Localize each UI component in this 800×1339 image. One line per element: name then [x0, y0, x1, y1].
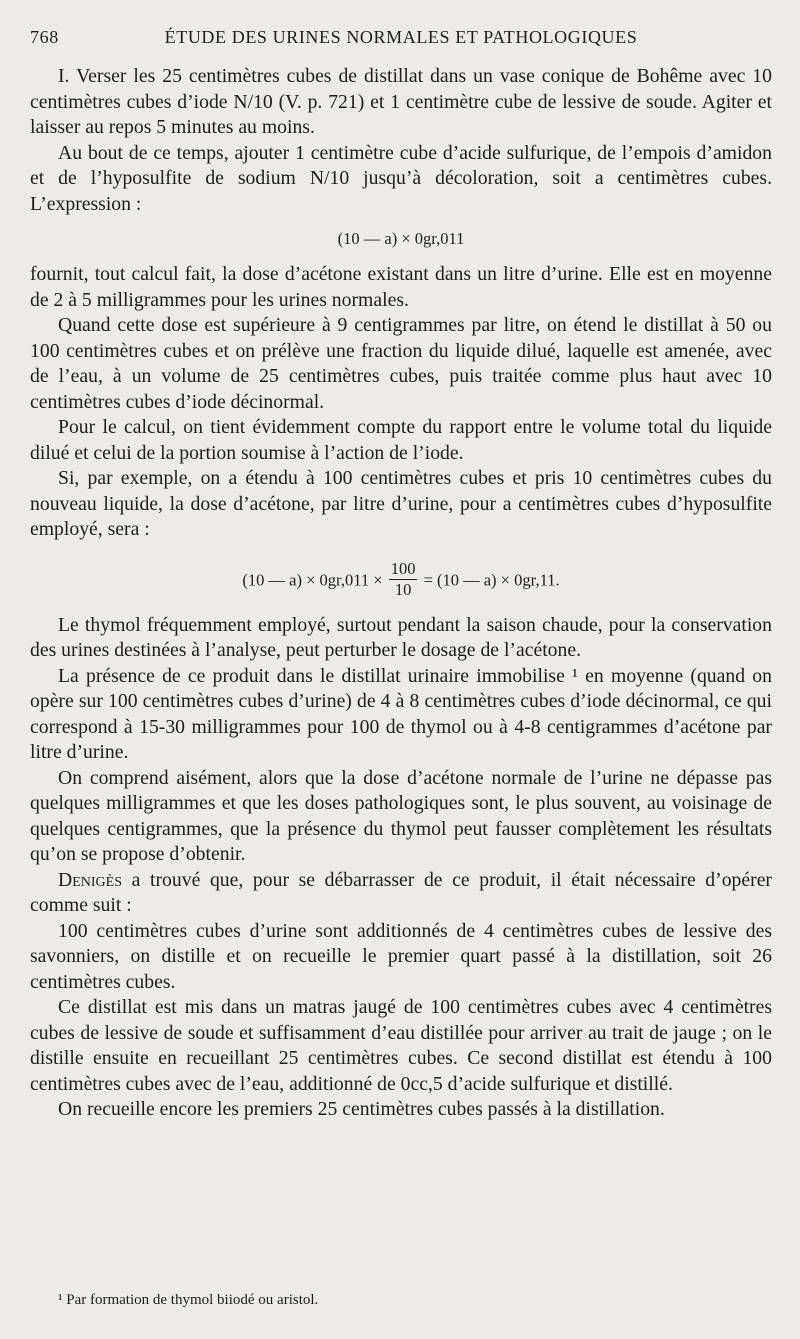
- paragraph: Ce distillat est mis dans un matras jaugé de 100 centimètres cubes avec 4 centimètres cubes de lessive de soude et suffisamment d’eau distillée pour arriver au trait de jauge ; on le distille ensuite en recueillant 25 centimètres cubes. Ce second distillat est étendu à 100 centimètres cubes avec de l’eau, additionné de 0cc,5 d’acide sulfurique et distillé.: [30, 996, 772, 1095]
- fraction: [389, 559, 418, 600]
- formula-right: = (10 — a) × 0gr,11.: [423, 569, 560, 589]
- body-text: [30, 64, 772, 1123]
- paragraph: La présence de ce produit dans le distillat urinaire immobilise ¹ en moyenne (quand on opère sur 100 centimètres cubes d’urine) de 4 à 8 centimètres cubes d’iode décinormal, ce qui correspond à 15-30 milligrammes pour 100 de thymol ou à 4-8 centigrammes d’acétone par litre d’urine.: [30, 664, 772, 763]
- page-number: 768: [30, 27, 59, 47]
- paragraph: Quand cette dose est supérieure à 9 centigrammes par litre, on étend le distillat à 50 ou 100 centimètres cubes et on prélève une fraction du liquide dilué, laquelle est amenée, avec de l’eau, à un volume de 25 centimètres cubes, puis traitée comme plus haut avec 10 centimètres cubes d’iode décinormal.: [30, 314, 772, 413]
- paragraph: [30, 868, 772, 919]
- footnote: ¹ Par formation de thymol biiodé ou aristol.: [58, 1292, 319, 1308]
- paragraph: On recueille encore les premiers 25 centimètres cubes passés à la distillation.: [58, 1098, 665, 1120]
- paragraph-text: a trouvé que, pour se débarrasser de ce produit, il était nécessaire d’opérer comme suit :: [30, 868, 772, 916]
- paragraph: On comprend aisément, alors que la dose d’acétone normale de l’urine ne dépasse pas quelques milligrammes et que les doses pathologiques sont, le plus souvent, au voisinage de quelques centigrammes, que la présence du thymol peut fausser complètement les résultats qu’on se propose d’obtenir.: [30, 766, 772, 865]
- formula-left: (10 — a) × 0gr,011 ×: [242, 569, 383, 589]
- paragraph: 100 centimètres cubes d’urine sont additionnés de 4 centimètres cubes de lessive des savonniers, on distille et on recueille le premier quart passé à la distillation, soit 26 centimètres cubes.: [30, 919, 772, 993]
- fraction-denominator: 10: [394, 579, 412, 599]
- page-header: [30, 27, 772, 51]
- paragraph: fournit, tout calcul fait, la dose d’acétone existant dans un litre d’urine. Elle est en moyenne de 2 à 5 milligrammes pour les urines normales.: [30, 263, 772, 311]
- formula: (10 — a) × 0gr,011: [337, 229, 465, 248]
- paragraph: Si, par exemple, on a étendu à 100 centimètres cubes et pris 10 centimètres cubes du nouveau liquide, la dose d’acétone, par litre d’urine, pour a centimètres cubes d’hyposulfite employé, sera :: [30, 467, 772, 540]
- author-name: Denigès: [58, 868, 122, 891]
- fraction-numerator: 100: [390, 558, 416, 578]
- formula-fraction: [30, 549, 772, 599]
- running-title: ÉTUDE DES URINES NORMALES ET PATHOLOGIQUES: [164, 27, 638, 47]
- paragraph: Pour le calcul, on tient évidemment compte du rapport entre le volume total du liquide dilué et celui de la portion soumise à l’action de l’iode.: [30, 416, 772, 464]
- paragraph: Au bout de ce temps, ajouter 1 centimètre cube d’acide sulfurique, de l’empois d’amidon et de l’hyposulfite de sodium N/10 jusqu’à décoloration, soit a centimètres cubes. L’expression :: [30, 141, 772, 215]
- paragraph: I. Verser les 25 centimètres cubes de distillat dans un vase conique de Bohême avec 10 centimètres cubes d’iode N/10 (V. p. 721) et 1 centimètre cube de lessive de soude. Agiter et laisser au repos 5 minutes au moins.: [30, 65, 772, 138]
- paragraph: Le thymol fréquemment employé, surtout pendant la saison chaude, pour la conservation des urines destinées à l’analyse, peut perturber le dosage de l’acétone.: [30, 613, 772, 661]
